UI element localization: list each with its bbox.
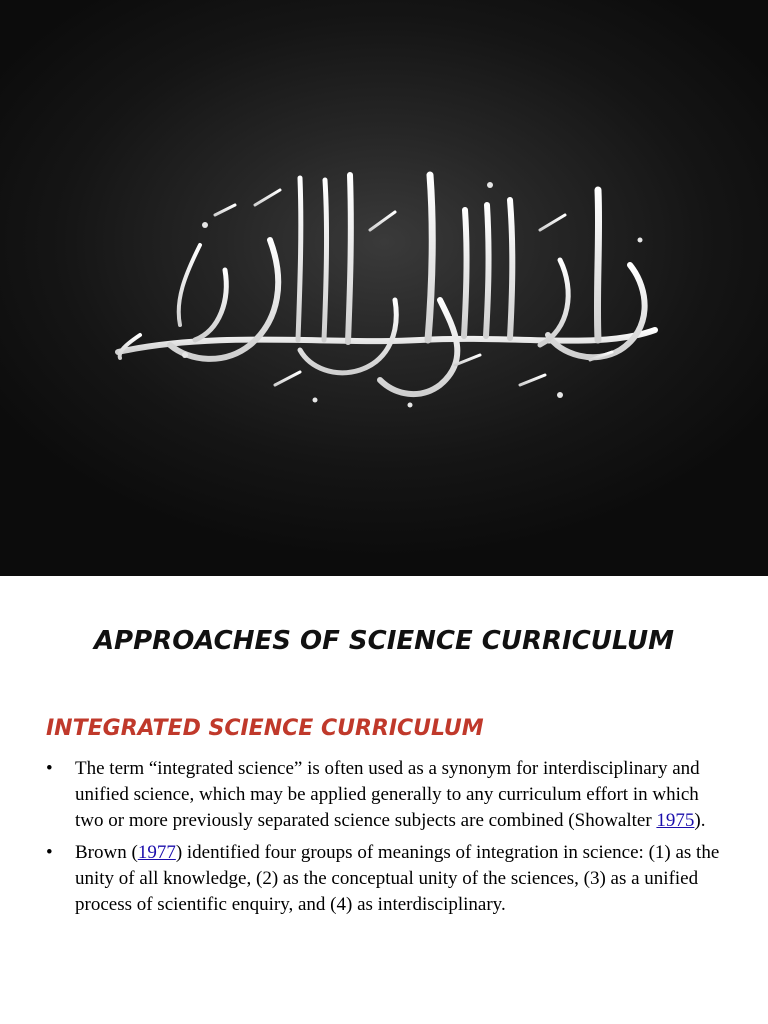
bullet-text: Brown ( xyxy=(75,842,138,863)
bullet-text-end: ) identified four groups of meanings of integration in science: (1) as the unity of all knowledge, (2) as the conceptual unity of the sciences, (3) as a unified process of scientific enquiry, and (4) as interdisciplinary. xyxy=(75,842,720,915)
bullet-marker: • xyxy=(46,842,53,863)
bullet-marker: • xyxy=(46,758,53,779)
citation-link-showalter[interactable]: 1975 xyxy=(656,810,695,831)
citation-link-brown[interactable]: 1977 xyxy=(137,842,176,863)
list-item xyxy=(46,756,726,834)
page-title: APPROACHES OF SCIENCE CURRICULUM xyxy=(93,626,675,656)
bullet-list xyxy=(46,756,726,924)
slide-content xyxy=(0,576,768,1024)
list-item xyxy=(46,840,726,918)
bullet-text-end: ). xyxy=(694,810,706,831)
bullet-text: The term “integrated science” is often used as a synonym for interdisciplinary and unified science, which may be applied generally to any curriculum effort in which two or more previously separated science subjects are combined (Showalter xyxy=(75,758,700,831)
section-heading: INTEGRATED SCIENCE CURRICULUM xyxy=(46,716,484,741)
